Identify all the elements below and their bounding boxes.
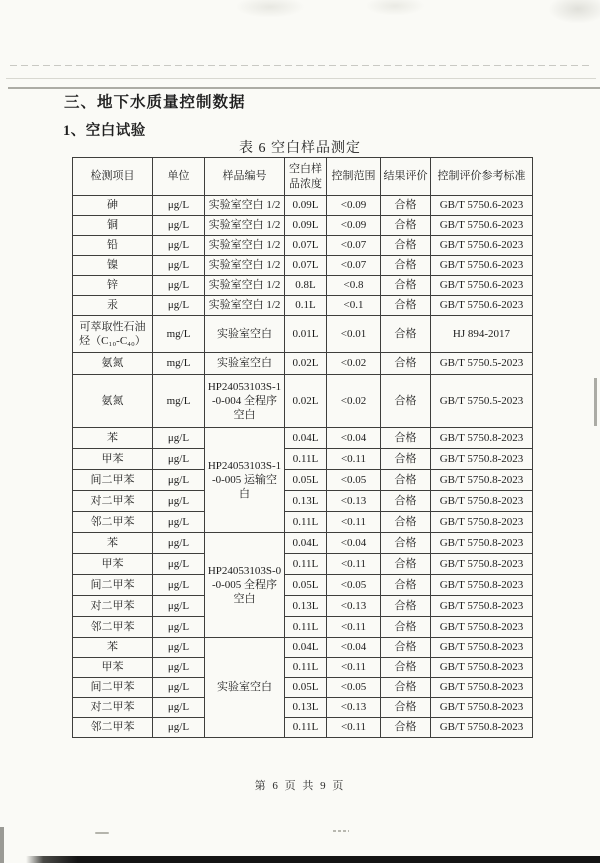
table-row bbox=[73, 491, 533, 512]
conc-cell: 0.02L bbox=[285, 375, 327, 428]
sample-id-cell: 实验室空白 1/2 bbox=[205, 276, 285, 296]
unit-cell: μg/L bbox=[153, 236, 205, 256]
unit-cell: μg/L bbox=[153, 428, 205, 449]
result-cell: 合格 bbox=[381, 375, 431, 428]
item-cell: 铜 bbox=[73, 216, 153, 236]
subsection-title: 1、空白试验 bbox=[63, 123, 146, 139]
table-row bbox=[73, 718, 533, 738]
standard-cell: GB/T 5750.6-2023 bbox=[431, 256, 533, 276]
result-cell: 合格 bbox=[381, 718, 431, 738]
blank-sample-table bbox=[72, 157, 533, 738]
result-cell: 合格 bbox=[381, 491, 431, 512]
table-row bbox=[73, 638, 533, 658]
range-cell: <0.05 bbox=[327, 678, 381, 698]
item-cell: 锌 bbox=[73, 276, 153, 296]
table-row bbox=[73, 375, 533, 428]
table-caption: 表 6 空白样品测定 bbox=[239, 141, 361, 156]
header-control-range: 控制范围 bbox=[327, 158, 381, 196]
conc-cell: 0.02L bbox=[285, 353, 327, 375]
item-cell: 氨氮 bbox=[73, 353, 153, 375]
item-cell: 甲苯 bbox=[73, 658, 153, 678]
range-cell: <0.11 bbox=[327, 617, 381, 638]
table-row bbox=[73, 575, 533, 596]
scan-streak-right bbox=[594, 378, 597, 426]
unit-cell: μg/L bbox=[153, 470, 205, 491]
standard-cell: GB/T 5750.8-2023 bbox=[431, 678, 533, 698]
range-cell: <0.8 bbox=[327, 276, 381, 296]
result-cell: 合格 bbox=[381, 658, 431, 678]
conc-cell: 0.07L bbox=[285, 236, 327, 256]
result-cell: 合格 bbox=[381, 638, 431, 658]
table-header bbox=[73, 158, 533, 196]
result-cell: 合格 bbox=[381, 216, 431, 236]
table-row bbox=[73, 216, 533, 236]
conc-cell: 0.11L bbox=[285, 554, 327, 575]
conc-cell: 0.11L bbox=[285, 617, 327, 638]
standard-cell: GB/T 5750.5-2023 bbox=[431, 353, 533, 375]
range-cell: <0.02 bbox=[327, 375, 381, 428]
unit-cell: μg/L bbox=[153, 575, 205, 596]
range-cell: <0.13 bbox=[327, 491, 381, 512]
conc-cell: 0.07L bbox=[285, 256, 327, 276]
table-row bbox=[73, 512, 533, 533]
range-cell: <0.07 bbox=[327, 236, 381, 256]
scan-smudge-bottom-left bbox=[0, 827, 4, 863]
sample-id-cell: 实验室空白 1/2 bbox=[205, 216, 285, 236]
range-cell: <0.05 bbox=[327, 470, 381, 491]
result-cell: 合格 bbox=[381, 470, 431, 491]
item-cell: 间二甲苯 bbox=[73, 678, 153, 698]
result-cell: 合格 bbox=[381, 596, 431, 617]
conc-cell: 0.11L bbox=[285, 449, 327, 470]
scan-blotch-top-center-2 bbox=[365, 0, 425, 16]
conc-cell: 0.11L bbox=[285, 512, 327, 533]
range-cell: <0.05 bbox=[327, 575, 381, 596]
item-cell: 汞 bbox=[73, 296, 153, 316]
item-cell: 对二甲苯 bbox=[73, 698, 153, 718]
range-cell: <0.11 bbox=[327, 554, 381, 575]
item-cell: 甲苯 bbox=[73, 554, 153, 575]
range-cell: <0.01 bbox=[327, 316, 381, 353]
header-sample-id: 样品编号 bbox=[205, 158, 285, 196]
standard-cell: GB/T 5750.8-2023 bbox=[431, 575, 533, 596]
unit-cell: μg/L bbox=[153, 533, 205, 554]
result-cell: 合格 bbox=[381, 236, 431, 256]
standard-cell: GB/T 5750.8-2023 bbox=[431, 718, 533, 738]
conc-cell: 0.04L bbox=[285, 428, 327, 449]
item-cell: 对二甲苯 bbox=[73, 596, 153, 617]
range-cell: <0.13 bbox=[327, 698, 381, 718]
standard-cell: GB/T 5750.8-2023 bbox=[431, 617, 533, 638]
sample-id-cell: 实验室空白 bbox=[205, 353, 285, 375]
unit-cell: μg/L bbox=[153, 216, 205, 236]
table-row bbox=[73, 256, 533, 276]
sample-id-cell: 实验室空白 bbox=[205, 316, 285, 353]
standard-cell: GB/T 5750.6-2023 bbox=[431, 216, 533, 236]
conc-cell: 0.04L bbox=[285, 533, 327, 554]
conc-cell: 0.8L bbox=[285, 276, 327, 296]
sample-id-cell: HP24053103S-0-0-005 全程序空白 bbox=[205, 533, 285, 638]
scan-blotch-top-right bbox=[548, 0, 600, 24]
range-cell: <0.13 bbox=[327, 596, 381, 617]
conc-cell: 0.04L bbox=[285, 638, 327, 658]
unit-cell: μg/L bbox=[153, 196, 205, 216]
table-row bbox=[73, 658, 533, 678]
standard-cell: GB/T 5750.8-2023 bbox=[431, 658, 533, 678]
unit-cell: μg/L bbox=[153, 256, 205, 276]
result-cell: 合格 bbox=[381, 196, 431, 216]
conc-cell: 0.11L bbox=[285, 658, 327, 678]
standard-cell: GB/T 5750.8-2023 bbox=[431, 533, 533, 554]
header-result-evaluation: 结果评价 bbox=[381, 158, 431, 196]
result-cell: 合格 bbox=[381, 512, 431, 533]
table-row bbox=[73, 449, 533, 470]
sample-id-cell: 实验室空白 1/2 bbox=[205, 256, 285, 276]
unit-cell: μg/L bbox=[153, 512, 205, 533]
sample-id-cell: HP24053103S-1-0-005 运输空白 bbox=[205, 428, 285, 533]
scan-blotch-top-center bbox=[235, 0, 305, 18]
table-row bbox=[73, 678, 533, 698]
unit-cell: μg/L bbox=[153, 554, 205, 575]
table-row bbox=[73, 296, 533, 316]
item-cell: 镍 bbox=[73, 256, 153, 276]
sample-id-cell: 实验室空白 1/2 bbox=[205, 296, 285, 316]
table-row bbox=[73, 554, 533, 575]
conc-cell: 0.01L bbox=[285, 316, 327, 353]
result-cell: 合格 bbox=[381, 428, 431, 449]
table-body bbox=[73, 196, 533, 738]
conc-cell: 0.13L bbox=[285, 491, 327, 512]
result-cell: 合格 bbox=[381, 296, 431, 316]
result-cell: 合格 bbox=[381, 678, 431, 698]
conc-cell: 0.11L bbox=[285, 718, 327, 738]
result-cell: 合格 bbox=[381, 449, 431, 470]
range-cell: <0.11 bbox=[327, 449, 381, 470]
standard-cell: GB/T 5750.6-2023 bbox=[431, 296, 533, 316]
standard-cell: GB/T 5750.6-2023 bbox=[431, 276, 533, 296]
section-title: 三、地下水质量控制数据 bbox=[64, 94, 246, 111]
letterhead-separator-line-2 bbox=[6, 78, 596, 79]
unit-cell: μg/L bbox=[153, 678, 205, 698]
standard-cell: GB/T 5750.6-2023 bbox=[431, 196, 533, 216]
result-cell: 合格 bbox=[381, 575, 431, 596]
unit-cell: μg/L bbox=[153, 491, 205, 512]
table-row bbox=[73, 276, 533, 296]
item-cell: 可萃取性石油烃（C₁₀-C₄₀） bbox=[73, 316, 153, 353]
conc-cell: 0.13L bbox=[285, 596, 327, 617]
range-cell: <0.11 bbox=[327, 512, 381, 533]
standard-cell: GB/T 5750.6-2023 bbox=[431, 236, 533, 256]
standard-cell: GB/T 5750.8-2023 bbox=[431, 449, 533, 470]
conc-cell: 0.05L bbox=[285, 678, 327, 698]
table-row bbox=[73, 698, 533, 718]
item-cell: 邻二甲苯 bbox=[73, 512, 153, 533]
unit-cell: mg/L bbox=[153, 316, 205, 353]
unit-cell: μg/L bbox=[153, 449, 205, 470]
unit-cell: μg/L bbox=[153, 638, 205, 658]
standard-cell: GB/T 5750.8-2023 bbox=[431, 428, 533, 449]
range-cell: <0.11 bbox=[327, 718, 381, 738]
range-cell: <0.04 bbox=[327, 638, 381, 658]
standard-cell: HJ 894-2017 bbox=[431, 316, 533, 353]
table-row bbox=[73, 236, 533, 256]
table-row bbox=[73, 196, 533, 216]
conc-cell: 0.09L bbox=[285, 196, 327, 216]
range-cell: <0.04 bbox=[327, 428, 381, 449]
item-cell: 砷 bbox=[73, 196, 153, 216]
unit-cell: mg/L bbox=[153, 353, 205, 375]
scan-edge-bar-bottom bbox=[26, 856, 600, 863]
sample-id-cell: 实验室空白 1/2 bbox=[205, 236, 285, 256]
letterhead-separator-line-1 bbox=[10, 65, 592, 66]
table-row bbox=[73, 470, 533, 491]
range-cell: <0.11 bbox=[327, 658, 381, 678]
item-cell: 间二甲苯 bbox=[73, 575, 153, 596]
header-reference-standard: 控制评价参考标准 bbox=[431, 158, 533, 196]
result-cell: 合格 bbox=[381, 353, 431, 375]
standard-cell: GB/T 5750.8-2023 bbox=[431, 596, 533, 617]
result-cell: 合格 bbox=[381, 617, 431, 638]
table-row bbox=[73, 316, 533, 353]
header-unit: 单位 bbox=[153, 158, 205, 196]
standard-cell: GB/T 5750.8-2023 bbox=[431, 512, 533, 533]
range-cell: <0.07 bbox=[327, 256, 381, 276]
item-cell: 苯 bbox=[73, 533, 153, 554]
result-cell: 合格 bbox=[381, 316, 431, 353]
unit-cell: μg/L bbox=[153, 658, 205, 678]
item-cell: 邻二甲苯 bbox=[73, 617, 153, 638]
item-cell: 甲苯 bbox=[73, 449, 153, 470]
sample-id-cell: 实验室空白 bbox=[205, 638, 285, 738]
standard-cell: GB/T 5750.8-2023 bbox=[431, 554, 533, 575]
conc-cell: 0.05L bbox=[285, 575, 327, 596]
standard-cell: GB/T 5750.8-2023 bbox=[431, 698, 533, 718]
item-cell: 苯 bbox=[73, 638, 153, 658]
table-row bbox=[73, 428, 533, 449]
unit-cell: μg/L bbox=[153, 698, 205, 718]
item-cell: 苯 bbox=[73, 428, 153, 449]
table-row bbox=[73, 533, 533, 554]
standard-cell: GB/T 5750.8-2023 bbox=[431, 491, 533, 512]
item-cell: 间二甲苯 bbox=[73, 470, 153, 491]
header-row bbox=[73, 158, 533, 196]
conc-cell: 0.05L bbox=[285, 470, 327, 491]
item-cell: 对二甲苯 bbox=[73, 491, 153, 512]
header-blank-concentration: 空白样品浓度 bbox=[285, 158, 327, 196]
conc-cell: 0.13L bbox=[285, 698, 327, 718]
unit-cell: μg/L bbox=[153, 296, 205, 316]
table-row bbox=[73, 596, 533, 617]
standard-cell: GB/T 5750.8-2023 bbox=[431, 470, 533, 491]
range-cell: <0.09 bbox=[327, 216, 381, 236]
unit-cell: μg/L bbox=[153, 596, 205, 617]
table-row bbox=[73, 353, 533, 375]
header-item: 检测项目 bbox=[73, 158, 153, 196]
item-cell: 铅 bbox=[73, 236, 153, 256]
sample-id-cell: 实验室空白 1/2 bbox=[205, 196, 285, 216]
table-row bbox=[73, 617, 533, 638]
standard-cell: GB/T 5750.8-2023 bbox=[431, 638, 533, 658]
unit-cell: μg/L bbox=[153, 617, 205, 638]
letterhead-separator-line-3 bbox=[8, 87, 600, 89]
unit-cell: mg/L bbox=[153, 375, 205, 428]
unit-cell: μg/L bbox=[153, 718, 205, 738]
range-cell: <0.09 bbox=[327, 196, 381, 216]
standard-cell: GB/T 5750.5-2023 bbox=[431, 375, 533, 428]
sample-id-cell: HP24053103S-1-0-004 全程序空白 bbox=[205, 375, 285, 428]
item-cell: 邻二甲苯 bbox=[73, 718, 153, 738]
item-cell: 氨氮 bbox=[73, 375, 153, 428]
scan-mark-2 bbox=[333, 830, 349, 832]
scan-mark-1 bbox=[95, 832, 109, 834]
range-cell: <0.02 bbox=[327, 353, 381, 375]
result-cell: 合格 bbox=[381, 256, 431, 276]
result-cell: 合格 bbox=[381, 276, 431, 296]
range-cell: <0.04 bbox=[327, 533, 381, 554]
conc-cell: 0.1L bbox=[285, 296, 327, 316]
conc-cell: 0.09L bbox=[285, 216, 327, 236]
range-cell: <0.1 bbox=[327, 296, 381, 316]
result-cell: 合格 bbox=[381, 554, 431, 575]
unit-cell: μg/L bbox=[153, 276, 205, 296]
page-number-footer: 第 6 页 共 9 页 bbox=[254, 780, 346, 792]
result-cell: 合格 bbox=[381, 533, 431, 554]
result-cell: 合格 bbox=[381, 698, 431, 718]
